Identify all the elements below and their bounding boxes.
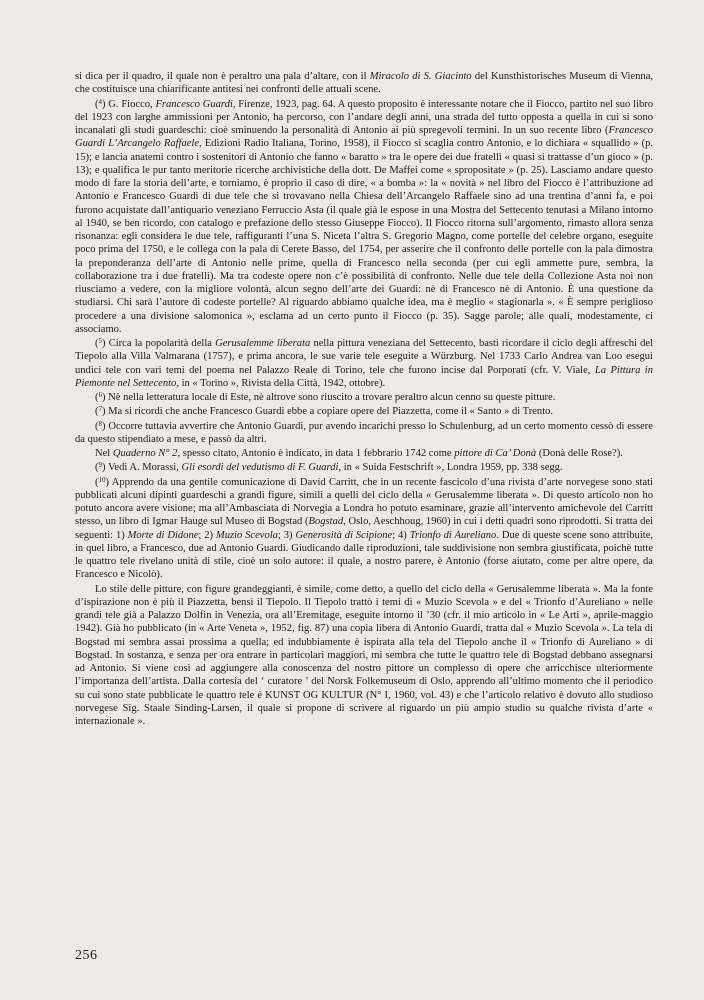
text-run: ( — [95, 476, 99, 488]
footnote-marker: 7 — [98, 405, 103, 414]
page-number: 256 — [75, 948, 98, 963]
text-run: Nel — [95, 448, 113, 459]
text-run: si dica per il quadro, il quale non è peraltro una pala d’altare, con il — [75, 71, 370, 82]
text-run: ( — [95, 420, 99, 432]
text-run: , in « Suida Festschrift », Londra 1959, pp. 338 segg. — [338, 462, 563, 474]
italic-title: Francesco Guardi L’Arcangelo Raffaele — [75, 125, 653, 150]
text-run: , in « Torino », Rivista della Città, 1942, ottobre). — [176, 377, 386, 389]
text-run: ) Nè nella letteratura locale di Este, nè altrove sono riuscito a trovare peraltro alcun cenno su queste pitture. — [102, 392, 556, 403]
text-run: del Kunsthistorisches Museum di Vienna, che costituisce una chiarificante antitesi nei confronti delle attuali scene. — [75, 71, 654, 96]
footnote-paragraph-n7 — [75, 405, 653, 418]
text-run: Lo stile delle pitture, con figure grandeggianti, è simile, come detto, a quello del ciclo della « Gerusalemme liberata ». Ma la fonte d’ispirazione non è più il Piazzetta, bensì il Tiepolo. Il Tiepolo trattò i temi di « Muzio Scevola » e del « Trionfo d’Aureliano » nelle grandi tele già a Palazzo Dolfin in Venezia, ora all’Eremitage, eseguite intorno il ’30 (cfr. il mio articolo in « Le Arti », aprile-maggio 1942). Già ho pubblicato (in « Arte Veneta », 1952, fig. 87) una copia libera di Antonio Guardi, tratta dal « Muzio Scevola ». La tela di Bogstad mi sembra assai prossima a quella; ed indubbiamente è ispirata alla tela del Tiepolo anche il « Trionfo di Aureliano » di Bogstad. In sostanza, e senza per ora entrare in particolari maggiori, mi sembra che tutte le quattro tele di Bogstad debbano assegnarsi ad Antonio. Si viene così ad aggiungere alla conoscenza del nostro pittore un complesso di opere che arricchisce ulteriormente l’importanza dell’artista. Dalla cortesia del ‘ curatore ’ del Norsk Folkemuseum di Oslo, apprendo all’ultimo momento che il periodico su cui sono state pubblicate le quattro tele è KUNST OG KULTUR (N° I, 1960, vol. 43) e che l’articolo relativo è dovuto allo studioso norvegese Sig. Staale Sinding-Larsen, il quale si propone di scrivere al riguardo un più ampio studio su qualche rivista d’arte « internazionale ». — [75, 583, 653, 727]
footnote-paragraph-n10b — [75, 583, 653, 729]
footnote-marker: 10 — [98, 475, 106, 484]
footnote-paragraph-n8 — [75, 420, 653, 447]
text-run: ( — [95, 392, 99, 403]
italic-title: Morte di Didone — [127, 529, 199, 541]
footnote-paragraph-n6 — [75, 391, 653, 404]
footnote-marker: 4 — [98, 97, 103, 106]
italic-title: Quaderno N° 2 — [112, 448, 178, 459]
italic-title: Miracolo di S. Giacinto — [369, 71, 472, 82]
italic-title: Generosità di Scipione — [295, 529, 393, 541]
text-run: ) G. Fiocco, — [102, 98, 156, 110]
italic-title: Gli esordi del vedutismo di F. Guardi — [181, 462, 339, 474]
footnote-marker: 6 — [98, 391, 103, 399]
text-run: ; 3) — [277, 529, 296, 541]
footnote-paragraph-n8b — [75, 447, 653, 460]
footnote-marker: 9 — [98, 461, 103, 470]
text-run: , spesso citato, Antonio è indicato, in data 1 febbrario 1742 come — [177, 448, 455, 459]
text-run: ) Ma si ricordi che anche Francesco Guardi ebbe a copiare opere del Piazzetta, come il « Santo » di Trento. — [102, 406, 554, 418]
italic-title: Trionfo di Aureliano — [409, 529, 497, 541]
text-run: , Edizioni Radio Italiana, Torino, 1958), il Fiocco si scaglia contro Antonio, e lo dichiara « squallido » (p. 15); e lancia anatemi contro i sostenitori di Antonio che fanno « baratto » tra le opere dei due fratelli « quasi si trattasse d’un gioco » (p. 13); e qualifica le pur tanto meritorie ricerche archivistiche della dott. De Maffei come « spropositate » (p. 25). Lasciamo andare questo modo di fare la storia dell’arte, e torniamo, è proprio il caso di dire, « a bomba »: la « novità » nel libro del Fiocco è l’attribuzione ad Antonio e Francesco Guardi di due tele che si trovavano nella Chiesa dell’Arcangelo Raffaele sino ad una trentina d’anni fa, e poi furono acquistate dall’antiquario veneziano Ferruccio Asta (il quale già le espose in una Mostra del Settecento tenutasi a Milano intorno al 1940, se ben ricordo, con catalogo e prefazione dello stesso Giuseppe Fiocco). Il Fiocco ritorna sull’argomento, rimasto allora senza risonanza: egli considera le due tele, raffiguranti l’una S. Niceta l’altra S. Gregorio Magno, come portelle del celebre organo, eseguite poco prima del 1750, e le collega con la pala di Cerete Basso, del 1754, per asserire che il confronto delle portelle con la pala dimostra la preponderanza dell’arte di Antonio nelle prime, quella di Francesco nella seconda (per cui egli ammette pure, sembra, la collaborazione tra i due fratelli). Ma tra codeste opere non c’è possibilità di confronto. Nelle due tele della Collezione Asta noi non riusciamo a vedere, con la migliore volontà, alcun segno dell’arte dei Guardi: nè di Francesco nè di Antonio. È una questione da studiarsi. Chi sarà l’autore di codeste portelle? Al riguardo abbiamo qualche idea, ma è meglio « stagionarla ». « È sempre periglioso procedere a una divisione salomonica », esclama ad un certo punto il Fiocco (p. 35). Sagge parole; alle quali, modestamente, ci associamo. — [75, 138, 653, 335]
footnote-paragraph-n4 — [75, 98, 653, 337]
footnote-paragraph-n10 — [75, 476, 653, 582]
italic-title: pittore di Ca’ Donà — [454, 448, 537, 459]
text-run: ( — [95, 98, 99, 110]
footnote-paragraph-n5 — [75, 337, 653, 390]
text-run: ; 2) — [198, 529, 216, 541]
text-run: (Donà delle Rose?). — [536, 448, 623, 459]
text-run: ) Circa la popolarità della — [102, 338, 216, 349]
text-run: ( — [95, 338, 99, 349]
text-run: ) Vedi A. Morassi, — [102, 462, 182, 474]
footnote-marker: 8 — [98, 419, 103, 428]
text-run: . Due di queste scene sono attribuite, in quel libro, a Francesco, due ad Antonio Guardi. Giudicando dalle riproduzioni, tale suddivisione non sembra giustificata, poichè tutte le quattro tele rivelano unità di stile, cioè un solo autore: il quale, a nostro parere, è Antonio (forse aiutato, come per altre opere, da Francesco e Nicolò). — [75, 529, 654, 581]
text-run: ) Occorre tuttavia avvertire che Antonio Guardi, pur avendo incarichi presso lo Schulenburg, ad un certo momento cessò di essere da questo stipendiato a mese, e passò da altri. — [75, 420, 653, 445]
text-run: ; 4) — [392, 529, 410, 541]
text-run: nella pittura veneziana del Settecento, basti ricordare il ciclo degli affreschi del Tiepolo alla Villa Valmarana (1757), e prima ancora, le sue varie tele eseguite a Würzburg. Nel 1733 Carlo Andrea van Loo eseguì undici tele con vari temi del poema nel Palazzo Reale di Torino, tele che furono incise dal Porporati (cfr. V. Viale, — [75, 338, 653, 376]
italic-title: Bogstad — [308, 516, 344, 528]
text-run: ( — [95, 406, 99, 418]
footnote-marker: 5 — [98, 337, 103, 345]
text-run: ) Apprendo da una gentile comunicazione di David Carritt, che in un recente fascicolo d’una rivista d’arte norvegese sono stati pubblicati alcuni dipinti guardeschi a grandi figure, simili a quelli del ciclo della « Gerusalemme liberata ». Di questo articolo non ho potuto ancora avere visione; ma all’Ambasciata di Norvegia a Londra ho potuto esaminare, grazie all’intervento amichevole del Carritt stesso, un libro di Igmar Hauge sul Museo di Bogstad ( — [75, 476, 653, 528]
footnote-paragraph-n9 — [75, 461, 653, 474]
footnote-paragraph-p0 — [75, 70, 653, 97]
italic-title: La Pittura in Piemonte nel Settecento — [75, 364, 653, 389]
italic-title: Muzio Scevola — [215, 529, 278, 541]
text-run: , Oslo, Aeschhoug, 1960) in cui i detti quadri sono riprodotti. Si tratta dei seguenti: 1) — [75, 516, 654, 541]
italic-title: Gerusalemme liberata — [215, 338, 311, 349]
text-run: , Firenze, 1923, pag. 64. A questo proposito è interessante notare che il Fiocco, partito nel suo libro del 1923 con larghe ammissioni per Antonio, ha percorso, con l’andare degli anni, una strada del tutto opposta a quella in cui si sono incanalati gli studi guardeschi: cioè sminuendo la personalità di Antonio ai più spregevoli termini. In un suo recente libro ( — [75, 98, 654, 136]
text-run: ( — [95, 462, 99, 474]
footnotes-text-block — [75, 70, 653, 729]
italic-title: Francesco Guardi — [155, 98, 233, 110]
